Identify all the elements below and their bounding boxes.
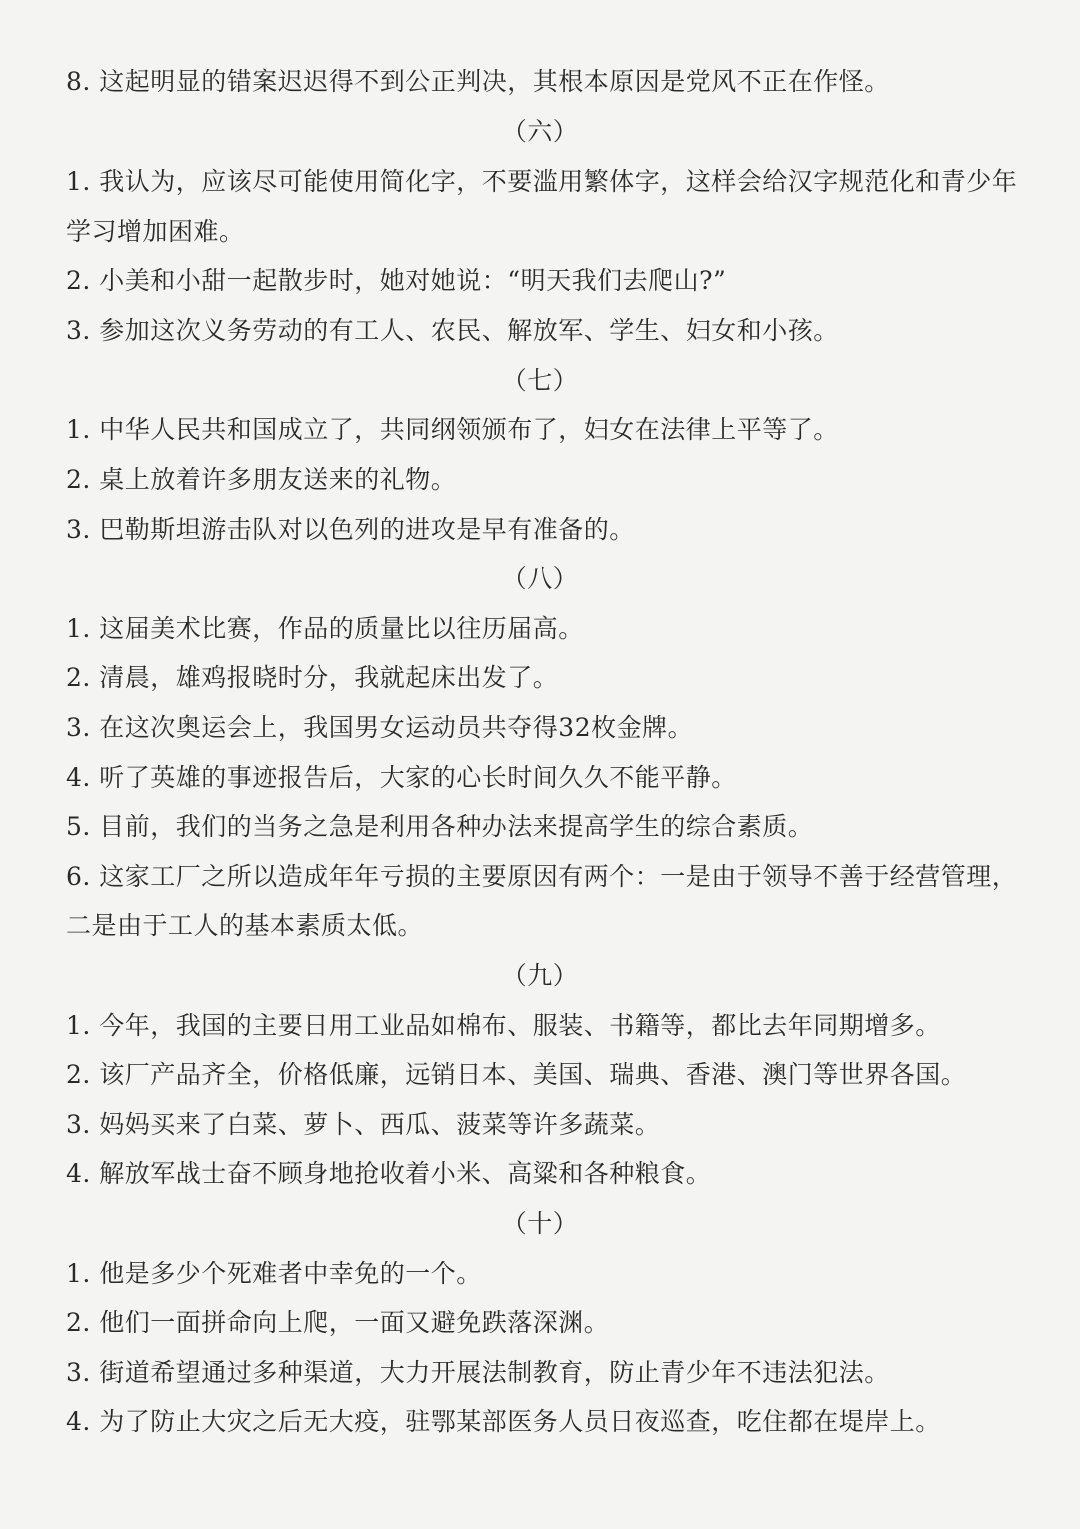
sentence-item: 2. 他们一面拼命向上爬，一面又避免跌落深渊。 xyxy=(66,1308,610,1337)
sentence-item: 3. 参加这次义务劳动的有工人、农民、解放军、学生、妇女和小孩。 xyxy=(66,316,839,345)
section-heading: （七） xyxy=(501,366,579,395)
sentence-item: 8. 这起明显的错案迟迟得不到公正判决，其根本原因是党风不正在作怪。 xyxy=(66,67,890,96)
section-heading: （十） xyxy=(501,1209,579,1238)
sentence-item: 3. 在这次奥运会上，我国男女运动员共夺得32枚金牌。 xyxy=(66,713,694,742)
sentence-item: 1. 这届美术比赛，作品的质量比以往历届高。 xyxy=(66,614,584,643)
sentence-item: 2. 小美和小甜一起散步时，她对她说：“明天我们去爬山?” xyxy=(66,266,727,295)
sentence-item-continuation: 学习增加困难。 xyxy=(66,217,245,246)
sentence-item-continuation: 二是由于工人的基本素质太低。 xyxy=(66,911,424,940)
sentence-item: 3. 妈妈买来了白菜、萝卜、西瓜、菠菜等许多蔬菜。 xyxy=(66,1110,661,1139)
sentence-item: 3. 巴勒斯坦游击队对以色列的进攻是早有准备的。 xyxy=(66,515,635,544)
sentence-item: 1. 今年，我国的主要日用工业品如棉布、服装、书籍等，都比去年同期增多。 xyxy=(66,1011,941,1040)
sentence-item: 1. 我认为，应该尽可能使用简化字，不要滥用繁体字，这样会给汉字规范化和青少年 xyxy=(66,167,1018,196)
section-heading: （八） xyxy=(501,564,579,593)
sentence-item: 1. 中华人民共和国成立了，共同纲领颁布了，妇女在法律上平等了。 xyxy=(66,415,839,444)
sentence-item: 1. 他是多少个死难者中幸免的一个。 xyxy=(66,1259,482,1288)
sentence-item: 4. 解放军战士奋不顾身地抢收着小米、高粱和各种粮食。 xyxy=(66,1159,712,1188)
sentence-item: 3. 街道希望通过多种渠道，大力开展法制教育，防止青少年不违法犯法。 xyxy=(66,1358,890,1387)
section-heading: （九） xyxy=(501,961,579,990)
sentence-item: 6. 这家工厂之所以造成年年亏损的主要原因有两个：一是由于领导不善于经营管理， xyxy=(66,862,1018,891)
sentence-item: 4. 为了防止大灾之后无大疫，驻鄂某部医务人员日夜巡查，吃住都在堤岸上。 xyxy=(66,1407,941,1436)
sentence-item: 4. 听了英雄的事迹报告后，大家的心长时间久久不能平静。 xyxy=(66,763,737,792)
section-heading: （六） xyxy=(501,117,579,146)
sentence-item: 2. 该厂产品齐全，价格低廉，远销日本、美国、瑞典、香港、澳门等世界各国。 xyxy=(66,1060,967,1089)
sentence-item: 2. 桌上放着许多朋友送来的礼物。 xyxy=(66,465,457,494)
sentence-item: 2. 清晨，雄鸡报晓时分，我就起床出发了。 xyxy=(66,663,559,692)
sentence-item: 5. 目前，我们的当务之急是利用各种办法来提高学生的综合素质。 xyxy=(66,812,814,841)
